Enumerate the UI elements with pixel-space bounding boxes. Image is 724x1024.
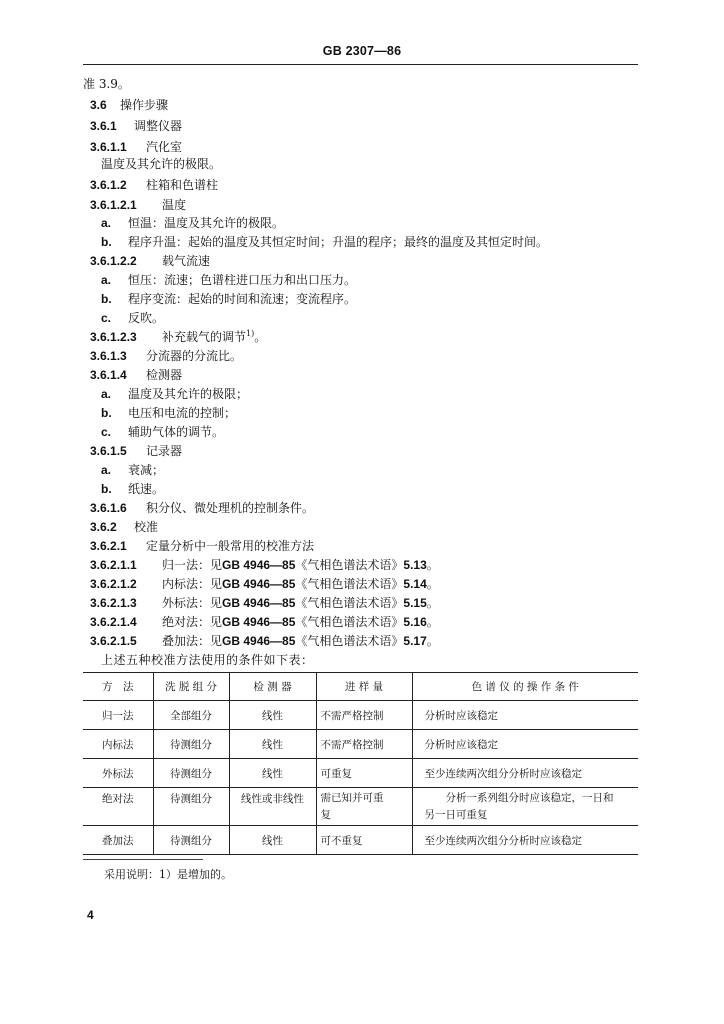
list-item-a: a. 衰减；	[101, 463, 165, 477]
table-cell: 绝对法	[102, 793, 134, 805]
list-item-c: c. 辅助气体的调节。	[101, 425, 225, 439]
table-cell: 不需严格控制	[316, 730, 412, 759]
table-cell: 分析一系列组分时应该稳定，一日和另一日可重复	[412, 788, 638, 826]
table-cell: 可不重复	[316, 826, 412, 855]
table-intro: 上述五种校准方法使用的条件如下表：	[101, 653, 314, 667]
list-item-a: a. 温度及其允许的极限；	[101, 387, 249, 401]
table-cell: 待测组分	[153, 759, 229, 788]
table-cell: 归一法	[102, 709, 134, 722]
text-line: 准 3.9。	[83, 77, 130, 91]
table-row	[83, 788, 638, 826]
table-row	[83, 826, 638, 855]
col-header-method: 方 法	[102, 681, 134, 693]
clause-3-6-1-4: 3.6.1.4 检测器	[90, 368, 183, 382]
col-header-injection-volume: 进 样 量	[316, 673, 412, 701]
table-row	[83, 701, 638, 730]
table-cell: 分析时应该稳定	[412, 701, 638, 730]
clause-3-6-2: 3.6.2 校准	[90, 520, 159, 534]
list-item-a: a. 恒压：流速；色谱柱进口压力和出口压力。	[101, 273, 357, 287]
clause-3-6-1-6: 3.6.1.6 积分仪、微处理机的控制条件。	[90, 501, 315, 515]
footnote-rule	[83, 859, 203, 860]
table-cell: 至少连续两次组分分析时应该稳定	[412, 826, 638, 855]
table-cell: 待测组分	[153, 826, 229, 855]
col-header-eluted-component: 洗 脱 组 分	[153, 673, 229, 701]
table-cell: 需已知并可重复	[316, 788, 412, 826]
table-cell: 待测组分	[153, 788, 229, 826]
clause-3-6-1-2-1: 3.6.1.2.1 温度	[90, 198, 187, 212]
page-number: 4	[87, 908, 94, 922]
table-row	[83, 730, 638, 759]
table-cell: 线性	[229, 730, 316, 759]
list-item-b: b. 程序变流：起始的时间和流速；变流程序。	[101, 292, 357, 306]
clause-3-6-2-1-2: 3.6.2.1.2 内标法：见GB 4946—85《气相色谱法术语》5.14。	[90, 577, 439, 591]
clause-3-6-1-2-2: 3.6.1.2.2 载气流速	[90, 254, 211, 268]
table-cell: 全部组分	[153, 701, 229, 730]
clause-3-6-2-1-1: 3.6.2.1.1 归一法：见GB 4946—85《气相色谱法术语》5.13。	[90, 558, 439, 572]
table-cell: 线性	[229, 759, 316, 788]
table-cell: 线性或非线性	[229, 788, 316, 826]
clause-3-6-1: 3.6.1 调整仪器	[90, 119, 183, 133]
list-item-b: b. 程序升温：起始的温度及其恒定时间；升温的程序；最终的温度及其恒定时间。	[101, 235, 549, 249]
clause-3-6-2-1-3: 3.6.2.1.3 外标法：见GB 4946—85《气相色谱法术语》5.15。	[90, 596, 439, 610]
table-cell: 叠加法	[102, 834, 134, 847]
table-cell: 至少连续两次组分分析时应该稳定	[412, 759, 638, 788]
calibration-conditions-table	[83, 672, 638, 855]
table-cell: 待测组分	[153, 730, 229, 759]
clause-3-6-2-1-4: 3.6.2.1.4 绝对法：见GB 4946—85《气相色谱法术语》5.16。	[90, 615, 439, 629]
table-cell: 分析时应该稳定	[412, 730, 638, 759]
clause-3-6-2-1-5: 3.6.2.1.5 叠加法：见GB 4946—85《气相色谱法术语》5.17。	[90, 634, 439, 648]
list-item-b: b. 纸速。	[101, 482, 165, 496]
table-cell: 可重复	[316, 759, 412, 788]
text-line: 温度及其允许的极限。	[101, 157, 222, 171]
table-cell: 内标法	[102, 738, 134, 751]
list-item-a: a. 恒温：温度及其允许的极限。	[101, 216, 285, 230]
clause-3-6: 3.6 操作步骤	[90, 98, 169, 112]
clause-3-6-1-2: 3.6.1.2 柱箱和色谱柱	[90, 178, 219, 192]
list-item-c: c. 反吹。	[101, 311, 165, 325]
table-cell: 线性	[229, 701, 316, 730]
table-header-row	[83, 673, 638, 701]
table-cell: 线性	[229, 826, 316, 855]
table-cell: 不需严格控制	[316, 701, 412, 730]
clause-3-6-1-5: 3.6.1.5 记录器	[90, 444, 183, 458]
table-row	[83, 759, 638, 788]
col-header-operating-conditions: 色 谱 仪 的 操 作 条 件	[412, 673, 638, 701]
list-item-b: b. 电压和电流的控制；	[101, 406, 237, 420]
clause-3-6-1-1: 3.6.1.1 汽化室	[90, 140, 183, 154]
header-rule	[83, 64, 638, 65]
clause-3-6-1-3: 3.6.1.3 分流器的分流比。	[90, 349, 243, 363]
page-header-code: GB 2307—86	[322, 44, 402, 58]
footnote: 采用说明：1）是增加的。	[104, 868, 232, 881]
clause-3-6-1-2-3: 3.6.1.2.3 补充载气的调节$^{1)}$。	[90, 329, 267, 344]
clause-3-6-2-1: 3.6.2.1 定量分析中一般常用的校准方法	[90, 539, 315, 553]
col-header-detector: 检 测 器	[229, 673, 316, 701]
table-cell: 外标法	[102, 767, 134, 780]
